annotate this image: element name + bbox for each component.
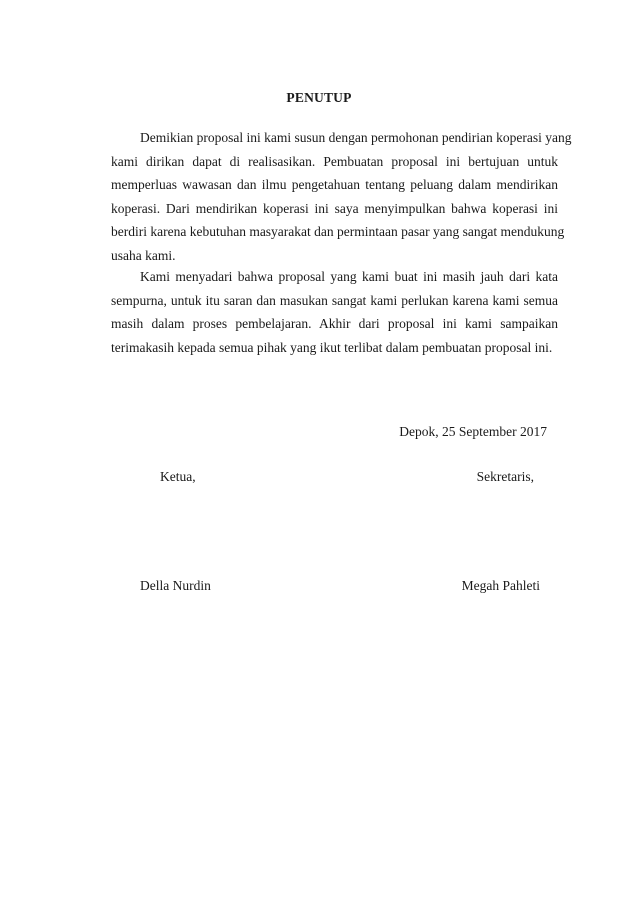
paragraph-line: usaha kami.: [111, 247, 176, 263]
paragraph-line: masih dalam proses pembelajaran. Akhir dari proposal ini kami sampaikan: [111, 316, 558, 331]
paragraph-line: Kami menyadari bahwa proposal yang kami buat ini masih jauh dari kata: [140, 269, 558, 284]
paragraph-line: memperluas wawasan dan ilmu pengetahuan tentang peluang dalam mendirikan: [111, 177, 558, 192]
paragraph-closing-2: [111, 265, 558, 359]
paragraph-line: terimakasih kepada semua pihak yang ikut terlibat dalam pembuatan proposal ini.: [111, 339, 553, 355]
paragraph-line: koperasi. Dari mendirikan koperasi ini saya menyimpulkan bahwa koperasi ini: [111, 200, 558, 216]
signature-name-chair: Della Nurdin: [140, 578, 211, 593]
paragraph-line: sempurna, untuk itu saran dan masukan sangat kami perlukan karena kami semua: [111, 292, 558, 308]
paragraph-line: kami dirikan dapat di realisasikan. Pembuatan proposal ini bertujuan untuk: [111, 153, 558, 169]
paragraph-line: Demikian proposal ini kami susun dengan permohonan pendirian koperasi yang: [140, 130, 572, 145]
signature-name-secretary: Megah Pahleti: [461, 578, 540, 593]
signature-role-chair: Ketua,: [160, 469, 196, 484]
paragraph-closing-1: [111, 126, 572, 267]
place-and-date: Depok, 25 September 2017: [399, 424, 547, 439]
document-title: PENUTUP: [286, 90, 352, 105]
paragraph-line: berdiri karena kebutuhan masyarakat dan permintaan pasar yang sangat mendukung: [111, 224, 565, 239]
signature-role-secretary: Sekretaris,: [476, 469, 534, 484]
